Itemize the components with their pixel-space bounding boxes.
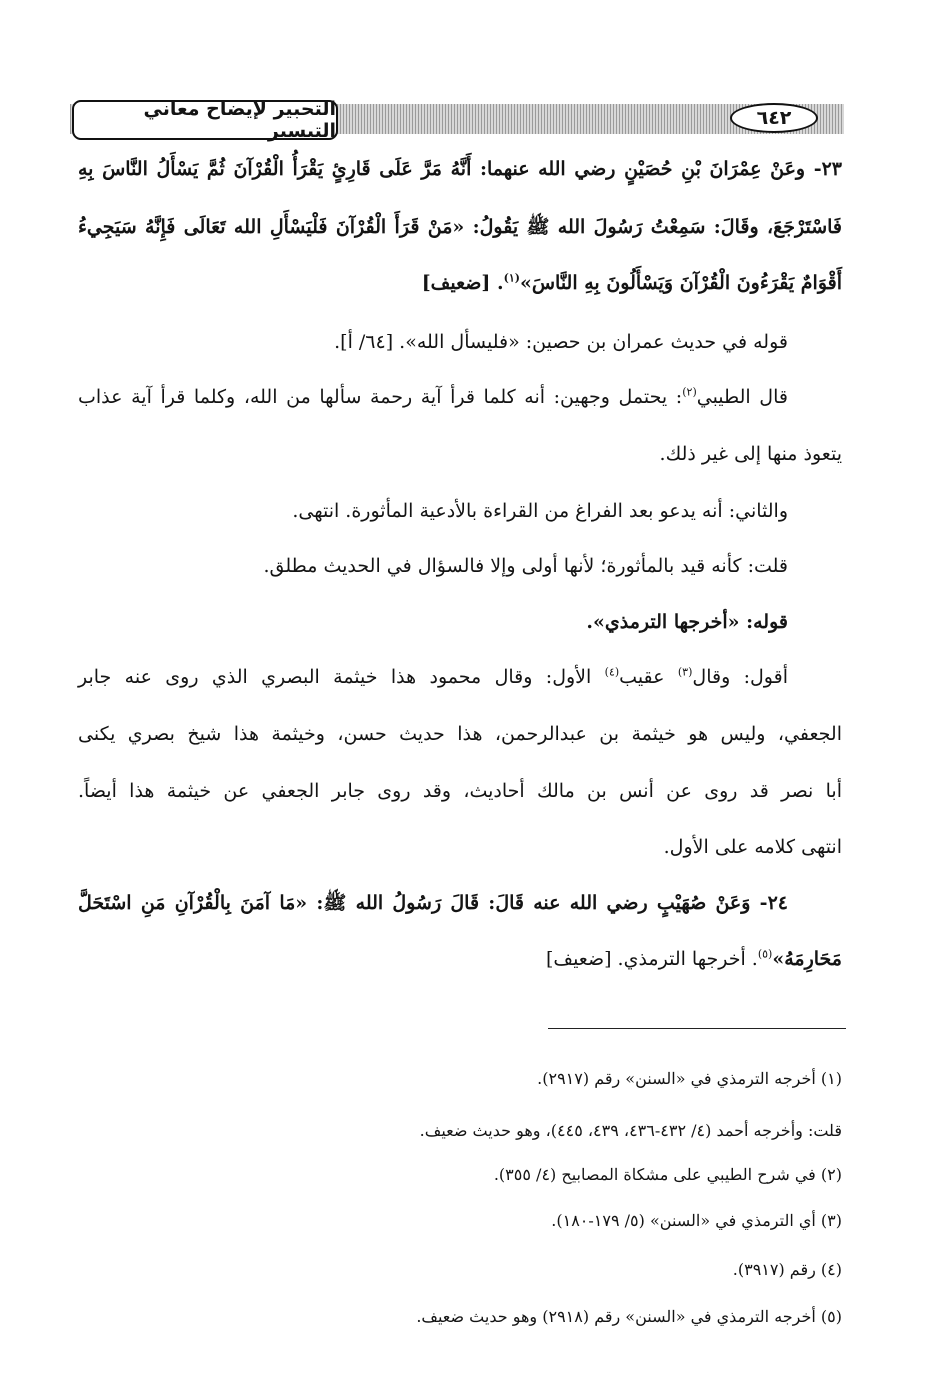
- footnote-ref-4: (٤): [604, 665, 620, 679]
- footnote-ref-5: (٥): [757, 947, 773, 961]
- footnote-5: (٥) أخرجه الترمذي في «السنن» رقم (٢٩١٨) وهو حديث ضعيف.: [416, 1307, 842, 1326]
- hadith-24-line-1: ٢٤- وَعَنْ صُهَيْبٍ رضي الله عنه قَالَ: قَالَ رَسُولُ الله ﷺ: «مَا آمَنَ بِالْقُرْآنِ مَنِ اسْتَحَلَّ: [78, 892, 788, 914]
- paragraph-6-line-2: الجعفي، وليس هو خيثمة بن عبدالرحمن، هذا حديث حسن، وخيثمة هذا شيخ بصري يكنى: [78, 723, 842, 745]
- paragraph-6-line-4: انتهى كلامه على الأول.: [663, 836, 842, 858]
- grade-label: . [ضعيف]: [421, 272, 504, 294]
- footnote-ref-3: (٣): [677, 665, 693, 679]
- p2-rest: : يحتمل وجهين: أنه كلما قرأ آية رحمة سألها من الله، وكلما قرأ آية عذاب: [78, 386, 683, 408]
- paragraph-4: قلت: كأنه قيد بالمأثورة؛ لأنها أولى وإلا فالسؤال في الحديث مطلق.: [263, 555, 788, 577]
- hadith-24-quote-end: مَحَارِمَهُ»: [772, 948, 842, 970]
- running-title: [72, 100, 338, 140]
- footnote-ref-1: (١): [503, 271, 520, 285]
- paragraph-2-line-1: [78, 384, 842, 410]
- p2-start: قال الطيبي: [696, 386, 788, 408]
- p6-start: أقول: وقال: [692, 666, 788, 688]
- hadith-23-line-2: فَاسْتَرْجَعَ، وقَالَ: سَمِعْتُ رَسُولَ الله ﷺ يَقُولُ: «مَنْ قَرَأَ الْقُرْآنَ فَلْيَسْأَلِ الله تَعَالَى فَإِنَّهُ سَيَجِيءُ: [78, 216, 842, 238]
- paragraph-3: والثاني: أنه يدعو بعد الفراغ من القراءة بالأدعية المأثورة. انتهى.: [292, 500, 788, 522]
- hadith-23-line-1: ٢٣- وعَنْ عِمْرَانَ بْنِ حُصَيْنٍ رضي الله عنهما: أَنَّهُ مَرَّ عَلَى قَارِئٍ يَقْرَأُ الْقُرْآنَ ثُمَّ يَسْأَلُ النَّاسَ بِهِ: [78, 158, 842, 180]
- footnote-4: (٤) رقم (٣٩١٧).: [732, 1260, 842, 1279]
- footnote-3: (٣) أي الترمذي في «السنن» (٥/ ١٧٩-١٨٠).: [551, 1211, 842, 1230]
- hadith-23-quote-end: أَقْوَامٌ يَقْرَءُونَ الْقُرْآنَ وَيَسْأَلُونَ بِهِ النَّاسَ»: [519, 272, 842, 294]
- hadith-24-source: . أخرجها الترمذي. [ضعيف]: [545, 948, 758, 970]
- paragraph-2-line-2: يتعوذ منها إلى غير ذلك.: [659, 443, 842, 465]
- paragraph-6-line-3: أبا نصر قد روى عن أنس بن مالك أحاديث، وقد روى جابر الجعفي عن خيثمة هذا أيضاً.: [78, 780, 842, 802]
- page-number-text: ٦٤٢: [756, 107, 792, 129]
- footnote-ref-2: (٢): [682, 385, 697, 399]
- footnote-1: (١) أخرجه الترمذي في «السنن» رقم (٢٩١٧).: [537, 1069, 842, 1088]
- paragraph-5: قوله: «أخرجها الترمذي».: [586, 611, 788, 633]
- footnote-1-continued: قلت: وأخرجه أحمد (٤/ ٤٣٢-٤٣٦، ٤٣٩، ٤٤٥)، وهو حديث ضعيف.: [419, 1121, 842, 1140]
- p6-rest: الأول: وقال محمود هذا خيثمة البصري الذي روى عنه جابر: [78, 666, 605, 688]
- page-number: [730, 103, 818, 133]
- paragraph-1: قوله في حديث عمران بن حصين: «فليسأل الله». [٦٤/ أ].: [334, 331, 788, 353]
- running-title-text: التحبير لإيضاح معاني التيسير: [143, 98, 336, 142]
- hadith-24-line-2: [78, 946, 842, 972]
- footnote-2: (٢) في شرح الطيبي على مشكاة المصابيح (٤/ ٣٥٥).: [493, 1165, 842, 1184]
- footnote-separator: [548, 1028, 846, 1029]
- p6-mid: عقيب: [619, 666, 678, 688]
- hadith-23-line-3: [78, 270, 842, 296]
- paragraph-6-line-1: [78, 664, 842, 690]
